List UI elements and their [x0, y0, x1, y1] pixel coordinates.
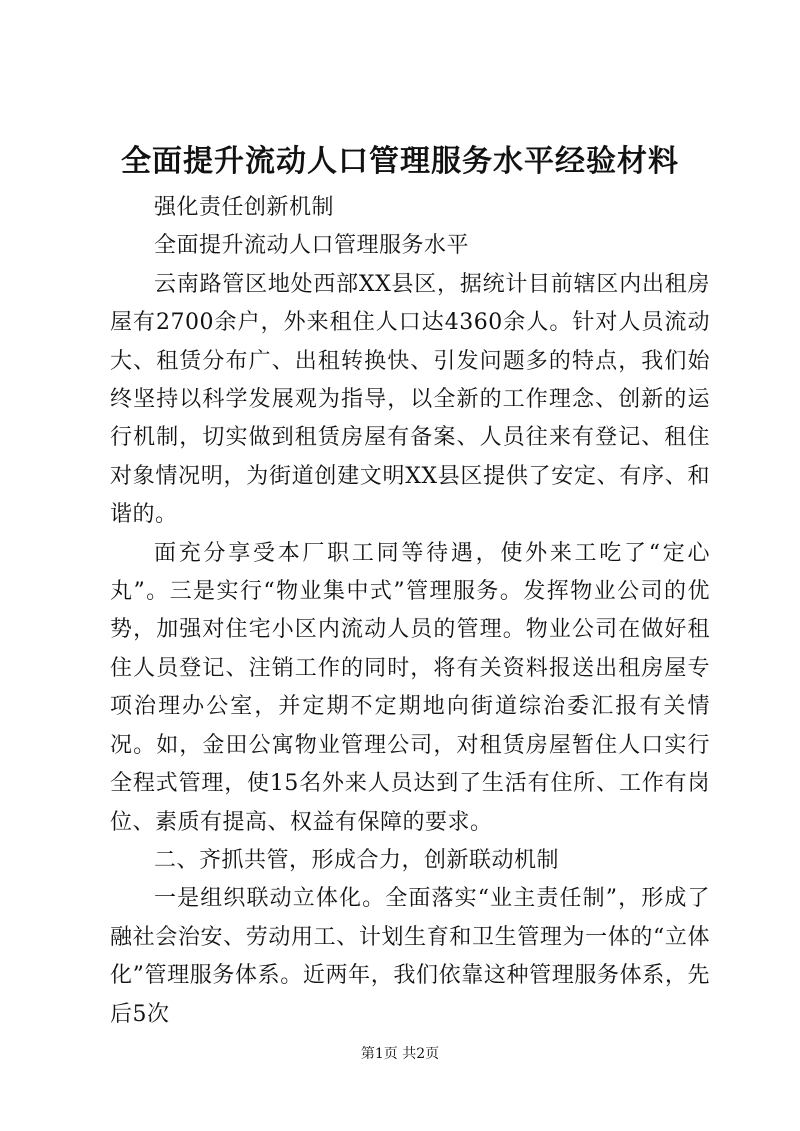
paragraph-intro: 云南路管区地处西部XX县区，据统计目前辖区内出租房屋有2700余户，外来租住人口达4360余人。针对人员流动大、租赁分布广、出租转换快、引发问题多的特点，我们始终坚持以科学发展观为指导，以全新的工作理念、创新的运行机制，切实做到租赁房屋有备案、人员往来有登记、租住对象情况明，为街道创建文明XX县区提供了安定、有序、和谐的。	[110, 271, 710, 528]
paragraph-property-management: 面充分享受本厂职工同等待遇，使外来工吃了“定心丸”。三是实行“物业集中式”管理服务。发挥物业公司的优势，加强对住宅小区内流动人员的管理。物业公司在做好租住人员登记、注销工作的同时，将有关资料报送出租房屋专项治理办公室，并定期不定期地向街道综治委汇报有关情况。如，金田公寓物业管理公司，对租赁房屋暂住人口实行全程式管理，使15名外来人员达到了生活有住所、工作有岗位、素质有提高、权益有保障的要求。	[110, 540, 710, 835]
paragraph-section-heading: 二、齐抓共管，形成合力，创新联动机制	[154, 847, 560, 873]
document-title: 全面提升流动人口管理服务水平经验材料	[121, 144, 679, 179]
paragraph-organization-linkage: 一是组织联动立体化。全面落实“业主责任制”，形成了融社会治安、劳动用工、计划生育和卫生管理为一体的“立体化”管理服务体系。近两年，我们依靠这种管理服务体系，先后5次	[110, 886, 710, 1027]
page-indicator: 第1页 共2页	[360, 1046, 440, 1062]
paragraph-subtitle-2: 全面提升流动人口管理服务水平	[154, 233, 470, 259]
document-body	[110, 189, 710, 1034]
paragraph-subtitle-1: 强化责任创新机制	[154, 195, 335, 220]
